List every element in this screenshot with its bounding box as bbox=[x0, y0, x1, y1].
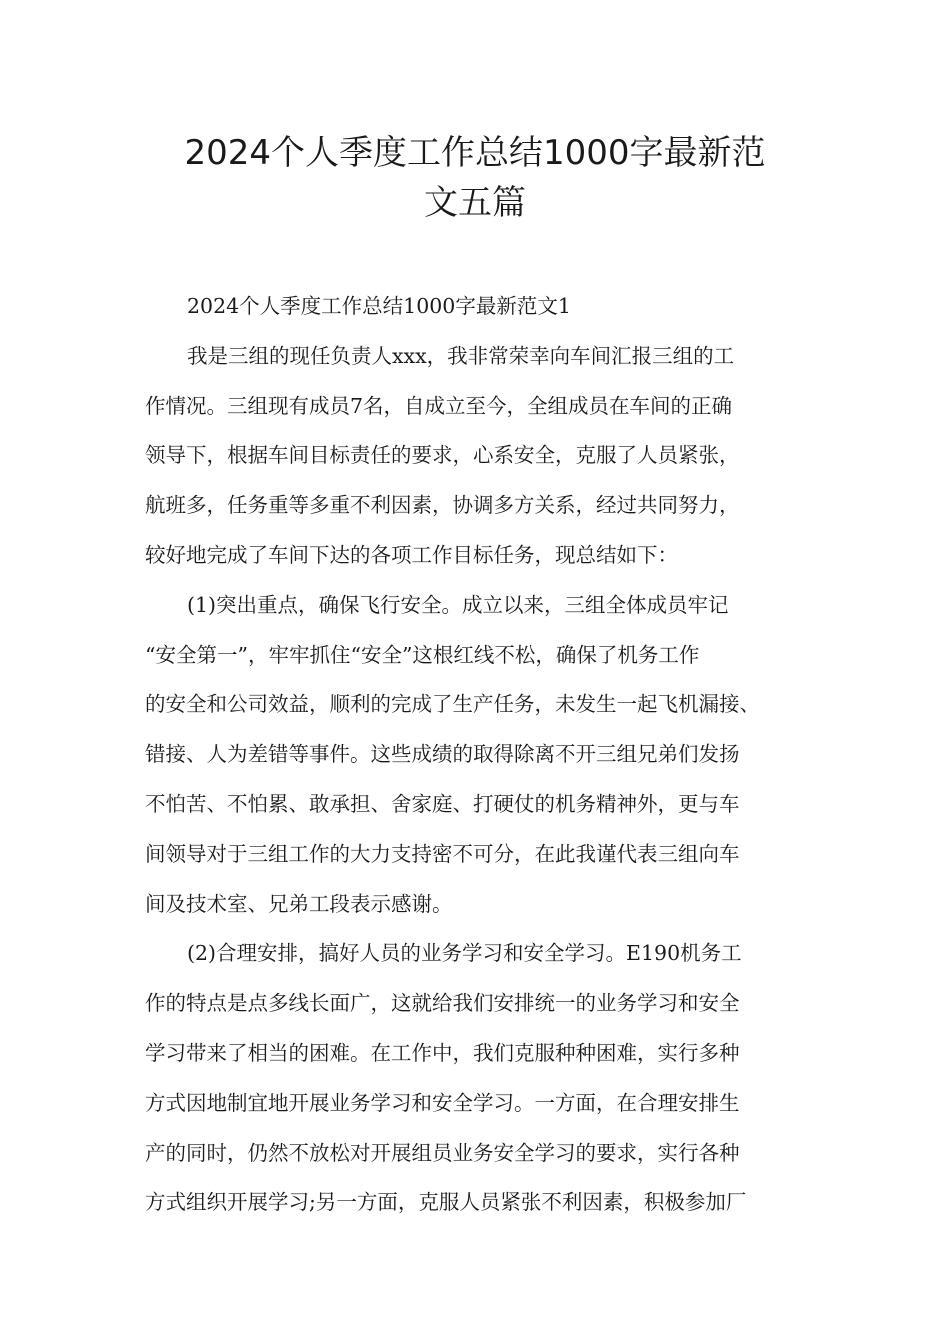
text-line: 错接、人为差错等事件。这些成绩的取得除离不开三组兄弟们发扬 bbox=[145, 742, 740, 767]
text-line: 不怕苦、不怕累、敢承担、舍家庭、打硬仗的机务精神外，更与车 bbox=[145, 791, 740, 816]
text-line: 航班多，任务重等多重不利因素，协调多方关系，经过共同努力， bbox=[145, 493, 740, 518]
text-line: 我是三组的现任负责人xxx，我非常荣幸向车间汇报三组的工 bbox=[187, 343, 735, 368]
text-line: (1)突出重点，确保飞行安全。成立以来，三组全体成员牢记 bbox=[187, 592, 729, 617]
title-line-1: 2024个人季度工作总结1000字最新范 bbox=[184, 133, 766, 173]
text-line: 的安全和公司效益，顺利的完成了生产任务，未发生一起飞机漏接、 bbox=[145, 692, 760, 717]
text-line: 学习带来了相当的困难。在工作中，我们克服种种困难，实行多种 bbox=[145, 1040, 740, 1065]
text-line: 较好地完成了车间下达的各项工作目标任务，现总结如下： bbox=[145, 542, 678, 567]
document-title bbox=[120, 128, 830, 228]
text-line: “安全第一”，牢牢抓住“安全”这根红线不松，确保了机务工作 bbox=[145, 642, 700, 667]
text-line: 方式组织开展学习;另一方面，克服人员紧张不利因素，积极参加厂 bbox=[145, 1190, 747, 1215]
text-line: 作的特点是点多线长面广，这就给我们安排统一的业务学习和安全 bbox=[145, 991, 740, 1016]
text-line: 间领导对于三组工作的大力支持密不可分，在此我谨代表三组向车 bbox=[145, 841, 740, 866]
text-line: (2)合理安排，搞好人员的业务学习和安全学习。E190机务工 bbox=[187, 941, 742, 966]
title-line-2: 文五篇 bbox=[424, 183, 526, 223]
text-line: 领导下，根据车间目标责任的要求，心系安全，克服了人员紧张， bbox=[145, 443, 740, 468]
text-line: 作情况。三组现有成员7名，自成立至今，全组成员在车间的正确 bbox=[145, 393, 733, 418]
text-line: 间及技术室、兄弟工段表示感谢。 bbox=[145, 891, 453, 916]
document-body bbox=[145, 282, 835, 1228]
text-line: 2024个人季度工作总结1000字最新范文1 bbox=[187, 294, 571, 318]
text-line: 方式因地制宜地开展业务学习和安全学习。一方面，在合理安排生 bbox=[145, 1090, 740, 1115]
text-line: 产的同时，仍然不放松对开展组员业务安全学习的要求，实行各种 bbox=[145, 1140, 740, 1165]
